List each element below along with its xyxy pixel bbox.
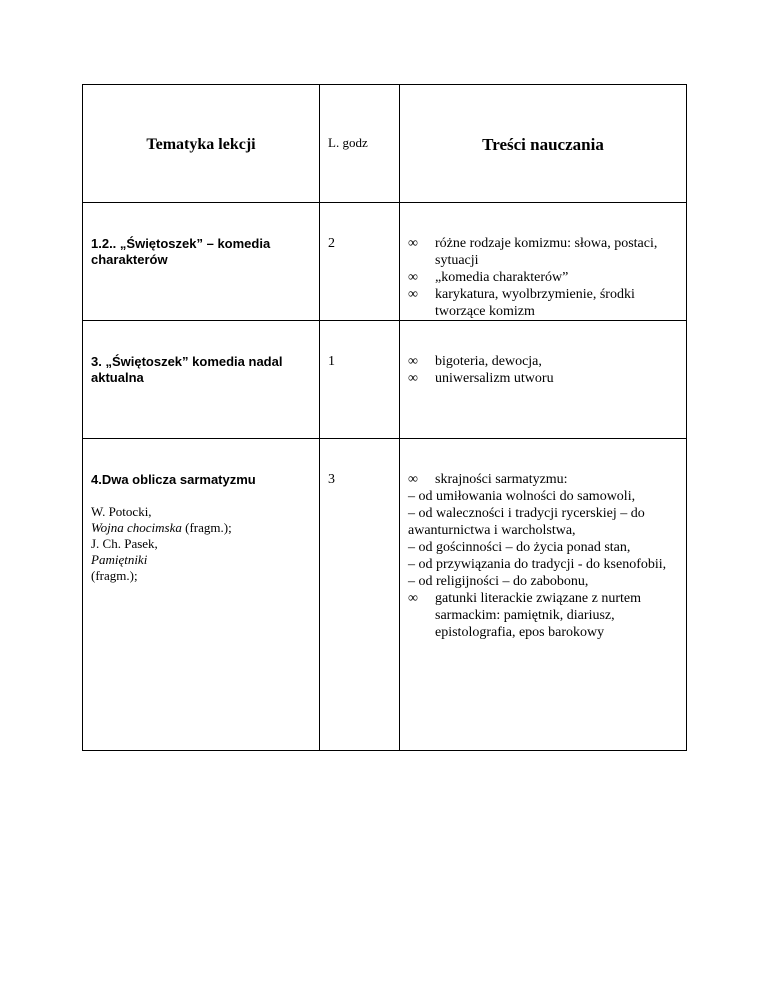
row-content — [400, 439, 687, 751]
list-item — [408, 286, 678, 320]
header-content: Treści nauczania — [400, 85, 687, 203]
source-author: W. Potocki, — [91, 504, 152, 519]
source-note: (fragm.); — [181, 520, 232, 535]
curriculum-table — [82, 84, 687, 751]
list-item-text: uniwersalizm utworu — [435, 371, 554, 386]
header-topic: Tematyka lekcji — [83, 85, 320, 203]
row-topic: 1.2.. „Świętoszek” – komedia charakterów — [83, 203, 320, 321]
table-row — [83, 439, 687, 751]
row-hours: 1 — [320, 321, 400, 439]
infinity-bullet-icon: ∞ — [408, 287, 418, 302]
list-item-text: gatunki literackie związane z nurtem sarmackim: pamiętnik, diariusz, epistolografia, epos barokowy — [435, 591, 642, 640]
row-content — [400, 321, 687, 439]
infinity-bullet-icon: ∞ — [408, 270, 418, 285]
table-row — [83, 321, 687, 439]
source-work — [91, 520, 309, 536]
row-hours: 3 — [320, 439, 400, 751]
list-item — [408, 235, 678, 269]
list-item — [408, 471, 678, 488]
header-hours: L. godz — [320, 85, 400, 203]
infinity-bullet-icon: ∞ — [408, 371, 418, 386]
content-line: – od przywiązania do tradycji - do ksenofobii, — [408, 557, 667, 572]
source-author: J. Ch. Pasek, — [91, 536, 158, 551]
content-list — [408, 235, 678, 320]
source-title: Pamiętniki — [91, 552, 148, 567]
source-list — [91, 504, 309, 584]
list-item — [408, 269, 678, 286]
list-item-text: „komedia charakterów” — [435, 270, 569, 285]
header-row — [83, 85, 687, 203]
content-line: – od religijności – do zabobonu, — [408, 574, 589, 589]
list-item-text: różne rodzaje komizmu: słowa, postaci, sytuacji — [435, 236, 658, 268]
content-line: – od gościnności – do życia ponad stan, — [408, 540, 631, 555]
row-hours: 2 — [320, 203, 400, 321]
row-content — [400, 203, 687, 321]
content-list — [408, 471, 678, 488]
content-line: – od waleczności i tradycji rycerskiej – do awanturnictwa i warcholstwa, — [408, 506, 645, 538]
content-list — [408, 590, 678, 641]
source-note: (fragm.); — [91, 568, 138, 583]
infinity-bullet-icon: ∞ — [408, 354, 418, 369]
row-topic-title: 4.Dwa oblicza sarmatyzmu — [91, 472, 256, 487]
list-item-text: karykatura, wyolbrzymienie, środki tworzące komizm — [435, 287, 635, 319]
list-item — [408, 590, 678, 641]
content-line: – od umiłowania wolności do samowoli, — [408, 489, 636, 504]
table-row — [83, 203, 687, 321]
content-list — [408, 353, 678, 387]
infinity-bullet-icon: ∞ — [408, 472, 418, 487]
infinity-bullet-icon: ∞ — [408, 591, 418, 606]
row-topic: 3. „Świętoszek” komedia nadal aktualna — [83, 321, 320, 439]
source-title: Wojna chocimska — [91, 520, 182, 535]
infinity-bullet-icon: ∞ — [408, 236, 418, 251]
list-item — [408, 370, 678, 387]
list-item-text: bigoteria, dewocja, — [435, 354, 542, 369]
list-item — [408, 353, 678, 370]
row-topic — [83, 439, 320, 751]
list-item-text: skrajności sarmatyzmu: — [435, 472, 568, 487]
